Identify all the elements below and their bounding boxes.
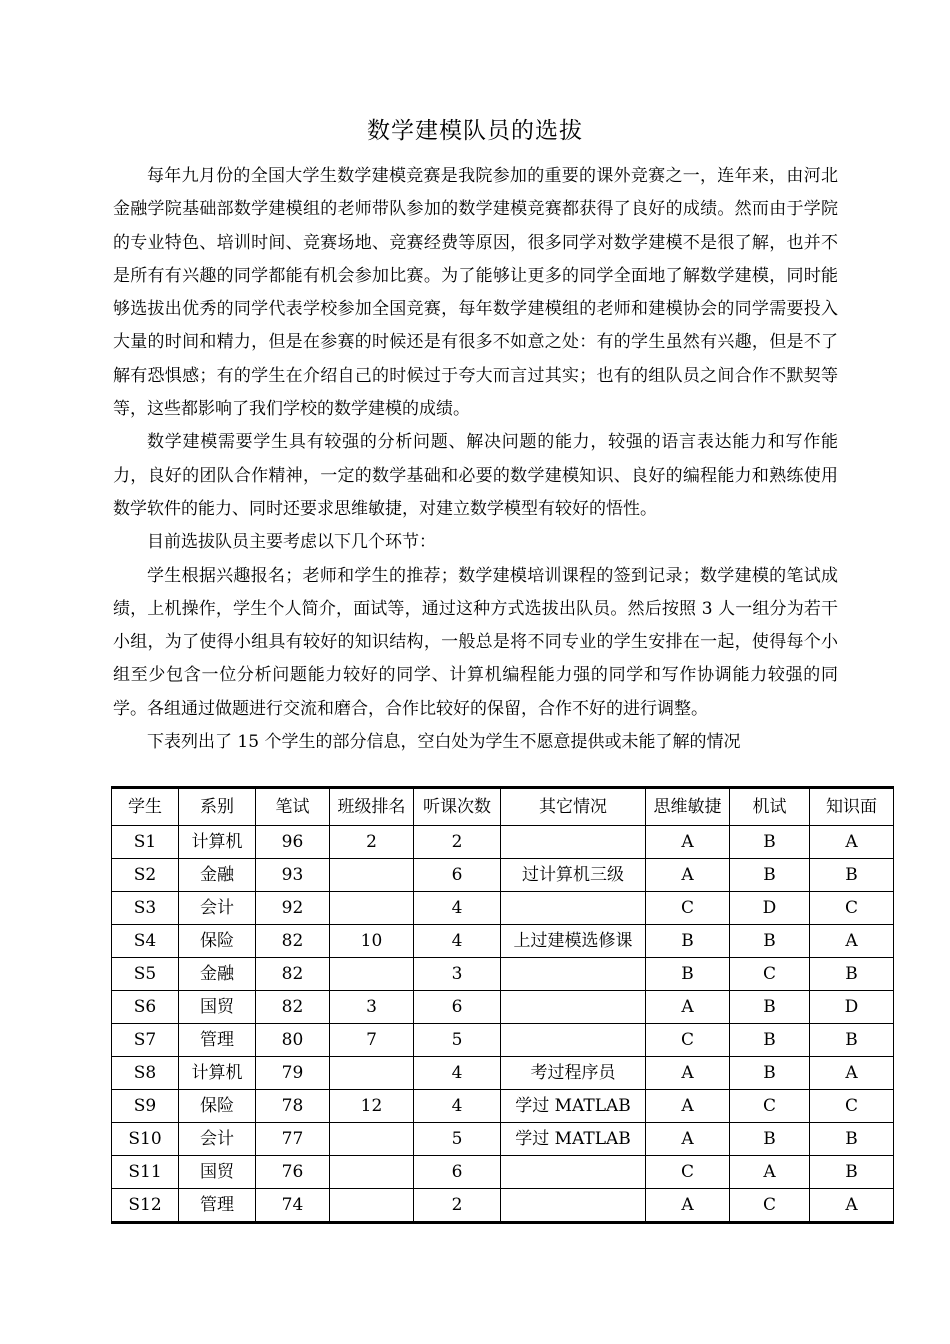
cell-department: 管理 [179, 1189, 256, 1223]
cell-other [501, 892, 646, 925]
cell-other: 上过建模选修课 [501, 925, 646, 958]
cell-knowledge: B [810, 1156, 894, 1189]
cell-other: 考过程序员 [501, 1057, 646, 1090]
cell-computer-test: B [730, 1024, 810, 1057]
table-row [112, 925, 894, 958]
cell-other: 学过 MATLAB [501, 1090, 646, 1123]
cell-student: S9 [112, 1090, 179, 1123]
cell-written-exam: 80 [256, 1024, 330, 1057]
cell-knowledge: B [810, 958, 894, 991]
cell-student: S8 [112, 1057, 179, 1090]
paragraph-intro: 每年九月份的全国大学生数学建模竞赛是我院参加的重要的课外竞赛之一，连年来，由河北金融学院基础部数学建模组的老师带队参加的数学建模竞赛都获得了良好的成绩。然而由于学院的专业特色、培训时间、竞赛场地、竞赛经费等原因，很多同学对数学建模不是很了解，也并不是所有有兴趣的同学都能有机会参加比赛。为了能够让更多的同学全面地了解数学建模，同时能够选拔出优秀的同学代表学校参加全国竞赛，每年数学建模组的老师和建模协会的同学需要投入大量的时间和精力，但是在参赛的时候还是有很多不如意之处：有的学生虽然有兴趣，但是不了解有恐惧感；有的学生在介绍自己的时候过于夸大而言过其实；也有的组队员之间合作不默契等等，这些都影响了我们学校的数学建模的成绩。 [113, 166, 838, 420]
cell-knowledge: A [810, 1057, 894, 1090]
cell-student: S2 [112, 859, 179, 892]
cell-other [501, 958, 646, 991]
header-computer-test: 机试 [730, 788, 810, 826]
cell-other [501, 991, 646, 1024]
cell-other: 过计算机三级 [501, 859, 646, 892]
cell-attendance: 2 [414, 1189, 501, 1223]
table-row [112, 1057, 894, 1090]
cell-written-exam: 96 [256, 826, 330, 859]
cell-other [501, 1156, 646, 1189]
student-table [111, 786, 894, 1224]
page-title: 数学建模队员的选拔 [367, 118, 583, 144]
cell-written-exam: 79 [256, 1057, 330, 1090]
cell-knowledge: C [810, 1090, 894, 1123]
table-row [112, 859, 894, 892]
cell-other [501, 1189, 646, 1223]
cell-attendance: 5 [414, 1123, 501, 1156]
cell-written-exam: 92 [256, 892, 330, 925]
cell-attendance: 2 [414, 826, 501, 859]
header-written-exam: 笔试 [256, 788, 330, 826]
header-attendance: 听课次数 [414, 788, 501, 826]
cell-computer-test: B [730, 826, 810, 859]
cell-knowledge: D [810, 991, 894, 1024]
cell-quick-thinking: A [646, 1189, 730, 1223]
cell-attendance: 3 [414, 958, 501, 991]
cell-class-rank: 2 [330, 826, 414, 859]
cell-department: 管理 [179, 1024, 256, 1057]
cell-attendance: 6 [414, 1156, 501, 1189]
cell-student: S10 [112, 1123, 179, 1156]
cell-department: 金融 [179, 958, 256, 991]
cell-written-exam: 77 [256, 1123, 330, 1156]
cell-written-exam: 82 [256, 991, 330, 1024]
cell-computer-test: A [730, 1156, 810, 1189]
cell-class-rank [330, 1156, 414, 1189]
cell-computer-test: B [730, 1057, 810, 1090]
cell-other [501, 826, 646, 859]
cell-quick-thinking: A [646, 1123, 730, 1156]
cell-class-rank: 12 [330, 1090, 414, 1123]
cell-department: 保险 [179, 1090, 256, 1123]
cell-knowledge: A [810, 826, 894, 859]
cell-computer-test: B [730, 859, 810, 892]
cell-department: 金融 [179, 859, 256, 892]
cell-department: 国贸 [179, 991, 256, 1024]
cell-quick-thinking: A [646, 1090, 730, 1123]
cell-department: 保险 [179, 925, 256, 958]
cell-quick-thinking: C [646, 1156, 730, 1189]
cell-computer-test: B [730, 925, 810, 958]
cell-quick-thinking: C [646, 892, 730, 925]
header-knowledge: 知识面 [810, 788, 894, 826]
header-student: 学生 [112, 788, 179, 826]
cell-student: S11 [112, 1156, 179, 1189]
cell-attendance: 6 [414, 859, 501, 892]
header-department: 系别 [179, 788, 256, 826]
cell-class-rank [330, 1057, 414, 1090]
cell-department: 会计 [179, 1123, 256, 1156]
cell-quick-thinking: A [646, 859, 730, 892]
cell-computer-test: B [730, 1123, 810, 1156]
paragraph-steps-heading: 目前选拔队员主要考虑以下几个环节： [147, 532, 436, 553]
cell-quick-thinking: B [646, 958, 730, 991]
cell-quick-thinking: B [646, 925, 730, 958]
cell-quick-thinking: C [646, 1024, 730, 1057]
cell-knowledge: C [810, 892, 894, 925]
cell-class-rank [330, 958, 414, 991]
cell-department: 计算机 [179, 826, 256, 859]
cell-attendance: 6 [414, 991, 501, 1024]
cell-student: S7 [112, 1024, 179, 1057]
body-text [113, 160, 838, 759]
cell-student: S4 [112, 925, 179, 958]
cell-written-exam: 78 [256, 1090, 330, 1123]
cell-class-rank: 10 [330, 925, 414, 958]
paragraph-steps: 学生根据兴趣报名；老师和学生的推荐；数学建模培训课程的签到记录；数学建模的笔试成绩，上机操作，学生个人简介，面试等，通过这种方式选拔出队员。然后按照 3 人一组分为若干小组，为了使得小组具有较好的知识结构，一般总是将不同专业的学生安排在一起，使得每个小组至少包含一位分析问题能力较好的同学、计算机编程能力强的同学和写作协调能力较强的同学。各组通过做题进行交流和磨合，合作比较好的保留，合作不好的进行调整。 [113, 565, 838, 719]
header-class-rank: 班级排名 [330, 788, 414, 826]
cell-computer-test: D [730, 892, 810, 925]
cell-other: 学过 MATLAB [501, 1123, 646, 1156]
cell-written-exam: 76 [256, 1156, 330, 1189]
cell-class-rank [330, 1123, 414, 1156]
cell-attendance: 5 [414, 1024, 501, 1057]
cell-student: S12 [112, 1189, 179, 1223]
cell-knowledge: A [810, 925, 894, 958]
cell-department: 会计 [179, 892, 256, 925]
cell-written-exam: 93 [256, 859, 330, 892]
table-row [112, 1024, 894, 1057]
header-other: 其它情况 [501, 788, 646, 826]
cell-computer-test: C [730, 958, 810, 991]
cell-student: S6 [112, 991, 179, 1024]
cell-attendance: 4 [414, 892, 501, 925]
cell-class-rank [330, 892, 414, 925]
cell-quick-thinking: A [646, 1057, 730, 1090]
cell-computer-test: B [730, 991, 810, 1024]
cell-written-exam: 82 [256, 958, 330, 991]
cell-written-exam: 74 [256, 1189, 330, 1223]
cell-student: S5 [112, 958, 179, 991]
table-row [112, 1156, 894, 1189]
cell-class-rank [330, 859, 414, 892]
cell-computer-test: C [730, 1189, 810, 1223]
table-row [112, 1090, 894, 1123]
cell-knowledge: A [810, 1189, 894, 1223]
table-row [112, 826, 894, 859]
cell-attendance: 4 [414, 925, 501, 958]
student-table-wrapper [111, 786, 893, 1224]
table-row [112, 892, 894, 925]
cell-knowledge: B [810, 859, 894, 892]
cell-department: 国贸 [179, 1156, 256, 1189]
cell-written-exam: 82 [256, 925, 330, 958]
paragraph-table-intro: 下表列出了 15 个学生的部分信息，空白处为学生不愿意提供或未能了解的情况 [147, 732, 741, 753]
cell-department: 计算机 [179, 1057, 256, 1090]
cell-other [501, 1024, 646, 1057]
cell-student: S3 [112, 892, 179, 925]
cell-class-rank: 7 [330, 1024, 414, 1057]
cell-class-rank: 3 [330, 991, 414, 1024]
cell-student: S1 [112, 826, 179, 859]
cell-knowledge: B [810, 1123, 894, 1156]
header-quick-thinking: 思维敏捷 [646, 788, 730, 826]
cell-attendance: 4 [414, 1057, 501, 1090]
table-row [112, 991, 894, 1024]
table-row [112, 1189, 894, 1223]
paragraph-requirements: 数学建模需要学生具有较强的分析问题、解决问题的能力，较强的语言表达能力和写作能力，良好的团队合作精神，一定的数学基础和必要的数学建模知识、良好的编程能力和熟练使用数学软件的能力、同时还要求思维敏捷，对建立数学模型有较好的悟性。 [113, 432, 838, 519]
cell-knowledge: B [810, 1024, 894, 1057]
cell-computer-test: C [730, 1090, 810, 1123]
table-body [112, 826, 894, 1223]
table-row [112, 1123, 894, 1156]
cell-class-rank [330, 1189, 414, 1223]
table-row [112, 958, 894, 991]
cell-quick-thinking: A [646, 826, 730, 859]
cell-attendance: 4 [414, 1090, 501, 1123]
cell-quick-thinking: A [646, 991, 730, 1024]
table-header-row [112, 788, 894, 826]
